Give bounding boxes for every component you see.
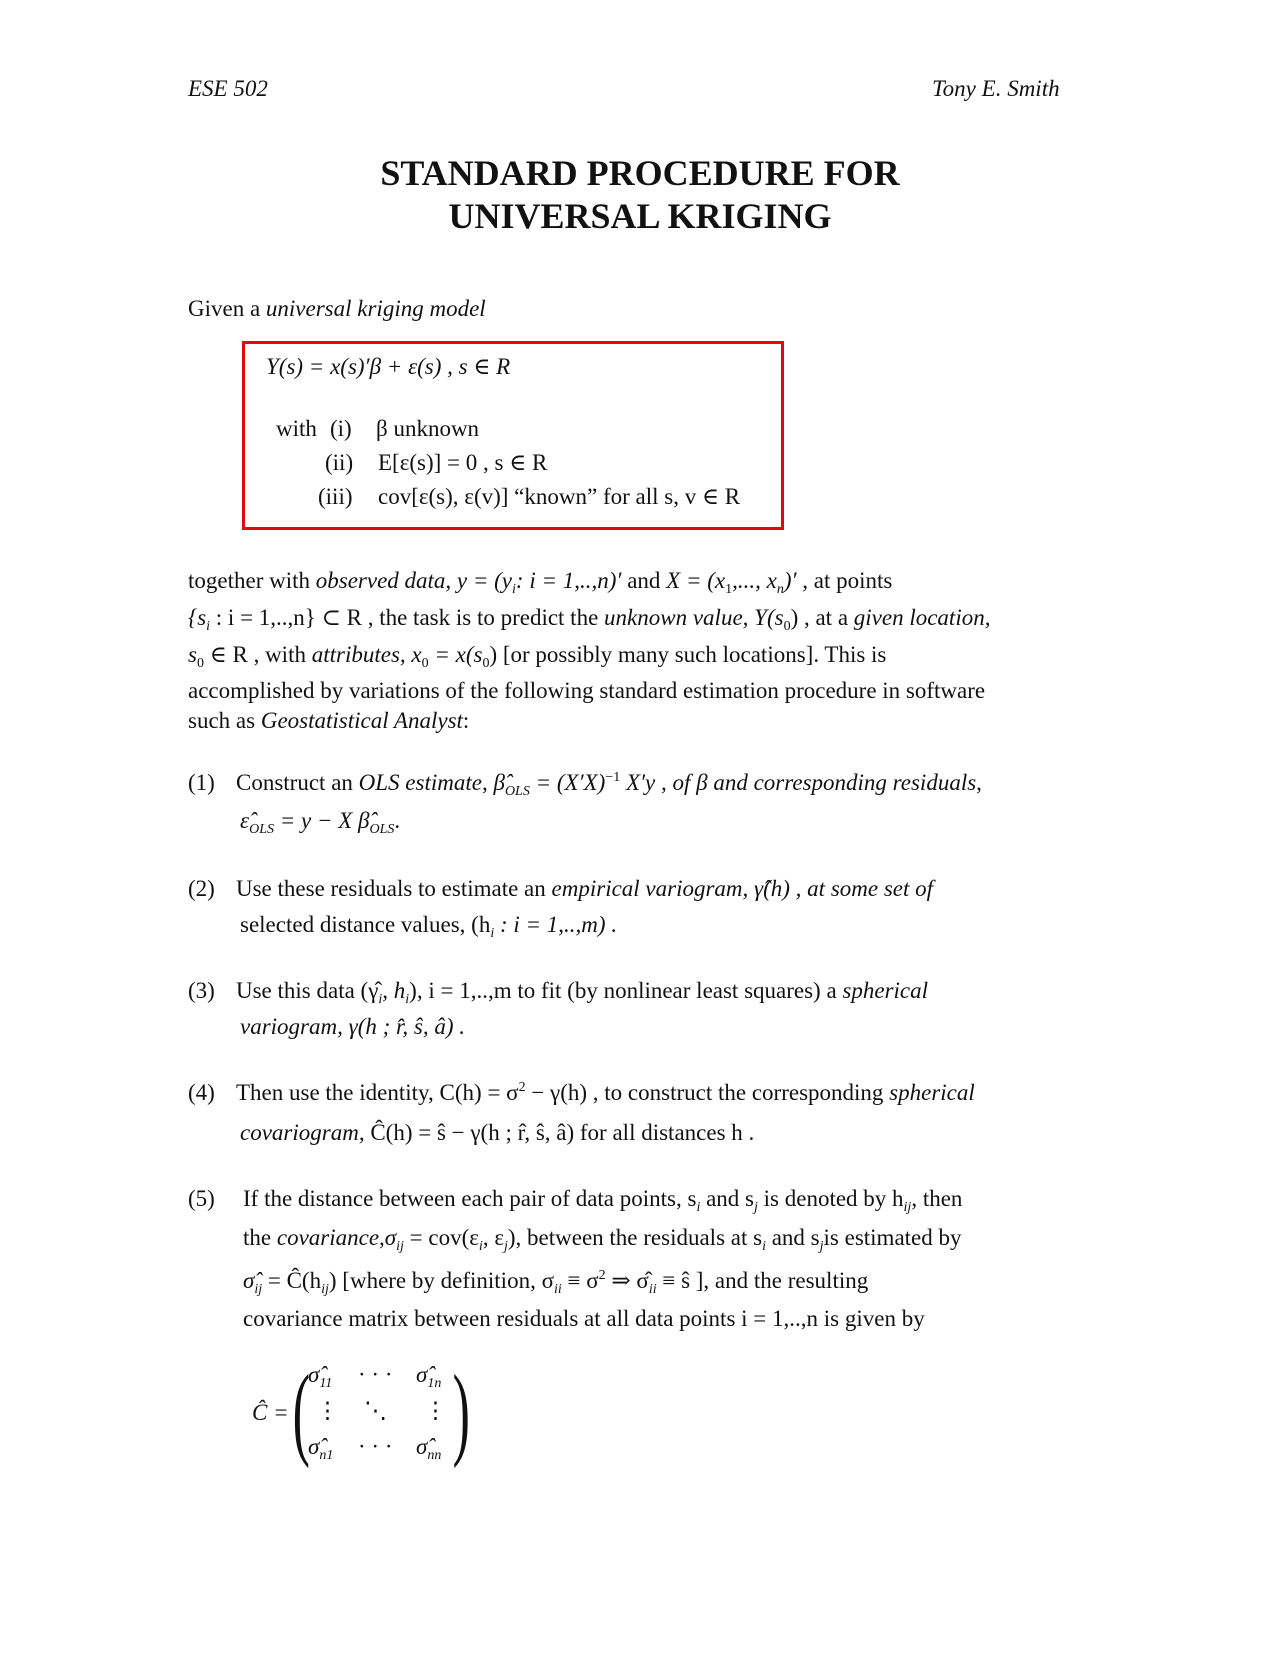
step-math: , h [382,978,406,1003]
step-sub: j [503,1239,508,1254]
page-title-line2: UNIVERSAL KRIGING [448,196,832,236]
step-5-line-2 [243,1225,962,1255]
step-2-line-2 [240,912,617,942]
step-sup: 2 [518,1080,526,1095]
step-text: , ε [482,1225,504,1250]
matrix-hdots-top: · · · [358,1362,393,1387]
p1-math: {s [188,605,207,630]
step-math: Ĉ(h) = ŝ − γ(h ; r̂, ŝ, â) for all distances h . [370,1120,755,1145]
step-sub: OLS [249,822,274,837]
paragraph-line-2: {$s_i$ : i = 1,..,n} ⊂ R , the task is to predict the unknown value, $Y(s_0)$ , at a given location, [188,605,991,634]
step-1-number: (1) [188,770,215,795]
p1-math: : i = 1,..,n)′ [515,568,622,593]
step-3-line-1 [236,978,928,1008]
cond2-text: E[ε(s)] = 0 , s ∈ R [378,450,548,475]
matrix-ddots: ⋱ [364,1398,387,1423]
step-sub: i [405,992,410,1007]
step-sub: i [478,1239,483,1254]
step-sub: j [754,1200,758,1215]
matrix-lhs: Ĉ = [252,1400,289,1425]
matrix-left-paren: ( [292,1354,310,1469]
step-math: ε̂ [240,808,250,833]
matrix-cell-1n: $\sigmâ_{1n}$ [416,1362,442,1391]
step-sub: i [490,926,495,941]
step-text: ), between the residuals at s [507,1225,763,1250]
step-text: If the distance between each pair of data points, s [243,1186,697,1211]
step-sub: ij [903,1200,912,1215]
p1-text: at points [813,568,893,593]
p1-math: y = (y [456,568,513,593]
cond2-label: (ii) [325,450,354,475]
intro-text [188,296,486,322]
step-emph: spherical [889,1080,975,1105]
step-text: ≡ ŝ ], and the resulting [662,1268,869,1293]
p1-text: together with [188,568,310,593]
step-2-line-1 [236,876,933,902]
step-text: . [394,808,401,833]
matrix-hdots-bottom: · · · [358,1434,393,1459]
paragraph-line-3: $s_0$ ∈ R , with attributes, $x_0 = x(s_0)$ [or possibly many such locations]. This is [188,642,887,671]
p1-math: )′ , [783,568,809,593]
step-emph: spherical [842,978,929,1003]
model-equation: Y(s) = x(s)′β + ε(s) , s ∈ R [266,354,511,379]
step-text: Construct an [236,770,353,795]
step-1-line-2 [240,808,400,838]
step-sub: ij [321,1282,329,1297]
author-name: Tony E. Smith [932,76,1060,101]
step-5-line-4: covariance matrix between residuals at all data points i = 1,..,n is given by [243,1306,925,1331]
step-sup: −1 [605,770,621,785]
covariance-matrix [292,1354,470,1472]
p1-math: X = (x [666,568,726,593]
step-sub: i [696,1200,701,1215]
step-math: σ [384,1225,397,1250]
step-text: − γ(h) , to construct the corresponding [531,1080,884,1105]
step-5-number: (5) [188,1186,215,1211]
intro-prefix: Given a [188,296,261,321]
step-text: , then [911,1186,963,1211]
matrix-vdots-right: ⋮ [424,1398,447,1423]
step-sub: OLS [369,822,395,837]
cond3-label: (iii) [318,484,353,509]
p1-text: ) , at a [790,605,849,630]
step-emph: residuals, [892,770,982,795]
step-sup: 2 [598,1268,606,1283]
matrix-cell-nn: $\sigmâ_{nn}$ [416,1434,442,1463]
p1-text: such as [188,708,256,733]
step-emph: covariogram, [240,1120,365,1145]
p1-math: = x(s [434,642,483,667]
p1-emph: observed data, [315,568,452,593]
p1-text: ) [or possibly many such locations]. This is [489,642,887,667]
step-4-line-2 [240,1120,754,1146]
p1-math: ,..., x [732,568,777,593]
step-sub: ij [254,1282,263,1297]
step-math: γ(h ; r̂, ŝ, â) . [348,1014,466,1039]
p1-text: and [627,568,661,593]
cond3-text: cov[ε(s), ε(v)] “known” for all s, v ∈ R [378,484,741,509]
intro-emph: universal kriging model [265,296,486,321]
step-math: σ̂ [243,1268,255,1293]
paragraph-line-5 [188,708,469,734]
step-emph: empirical variogram, [551,876,749,901]
p1-emph: unknown value, [604,605,749,630]
p1-math: x [411,642,422,667]
step-4-number: (4) [188,1080,215,1105]
course-code: ESE 502 [188,76,268,101]
step-text: and s [706,1186,754,1211]
cond1-text: β unknown [376,416,480,441]
step-math: ≡ σ [567,1268,599,1293]
p1-sub: i [512,582,516,597]
step-5-line-3 [243,1268,868,1298]
step-sub: OLS [504,784,530,799]
step-text: Then use the identity, C(h) = σ [236,1080,519,1105]
p1-emph: attributes, [311,642,406,667]
step-math: β̂ [493,770,505,795]
step-text: is estimated by [823,1225,962,1250]
matrix-cell-n1: $\sigmâ_{n1}$ [308,1434,334,1463]
step-emph: covariance, [276,1225,385,1250]
step-4-line-1 [236,1080,975,1106]
step-text: Use this data (γ̂ [236,978,379,1003]
step-math: = (X′X) [535,770,606,795]
step-sub: ii [648,1282,657,1297]
p1-emph: Geostatistical Analyst [260,708,463,733]
step-text: = cov(ε [409,1225,479,1250]
step-1-line-1 [236,770,982,800]
step-sub: ij [396,1239,404,1254]
step-sub: ii [553,1282,562,1297]
cond1-label: (i) [330,416,352,441]
step-math: = y − X β̂ [279,808,370,833]
p1-emph: given location, [853,605,991,630]
paragraph-line-1: together with observed data, $y = (y_i$: i = 1,..,n)′ and $X = (x_1$,..., $x_n)'$ , at points [188,568,893,597]
step-text: Use these residuals to estimate an [236,876,546,901]
step-3-number: (3) [188,978,215,1003]
step-math: ⇒ σ̂ [611,1268,649,1293]
step-text: and s [771,1225,820,1250]
p1-math: s [188,642,197,667]
p1-text: ∈ R , with [209,642,306,667]
step-3-line-2 [240,1014,465,1040]
step-text: is denoted by h [763,1186,904,1211]
step-math: γ̂(h) , at some set of [754,876,934,901]
step-text: ) [where by definition, σ [328,1268,554,1293]
with-label: with [276,416,317,441]
matrix-vdots-left: ⋮ [316,1398,339,1423]
matrix-cell-11: $\sigmâ_{11}$ [308,1362,333,1391]
step-sub: j [819,1239,824,1254]
step-emph: variogram, [240,1014,343,1039]
p1-text: : i = 1,..,n} ⊂ R , the task is to predict the [215,605,599,630]
step-math: = Ĉ(h [267,1268,322,1293]
p1-math: Y(s [754,605,784,630]
step-text: the [243,1225,272,1250]
step-sub: i [762,1239,766,1254]
matrix-right-paren: ) [452,1354,470,1469]
step-math: : i = 1,..,m) . [499,912,618,937]
step-emph: OLS estimate, [358,770,488,795]
page-title-line1: STANDARD PROCEDURE FOR [380,153,900,193]
step-sub: i [378,992,383,1007]
step-2-number: (2) [188,876,215,901]
step-text: selected distance values, (h [240,912,491,937]
paragraph-line-4: accomplished by variations of the following standard estimation procedure in software [188,678,986,703]
step-text: ), i = 1,..,m to fit (by nonlinear least squares) a [409,978,837,1003]
p1-text: : [462,708,470,733]
step-5-line-1 [243,1186,962,1216]
step-math: X′y , of β and corresponding [625,770,887,795]
